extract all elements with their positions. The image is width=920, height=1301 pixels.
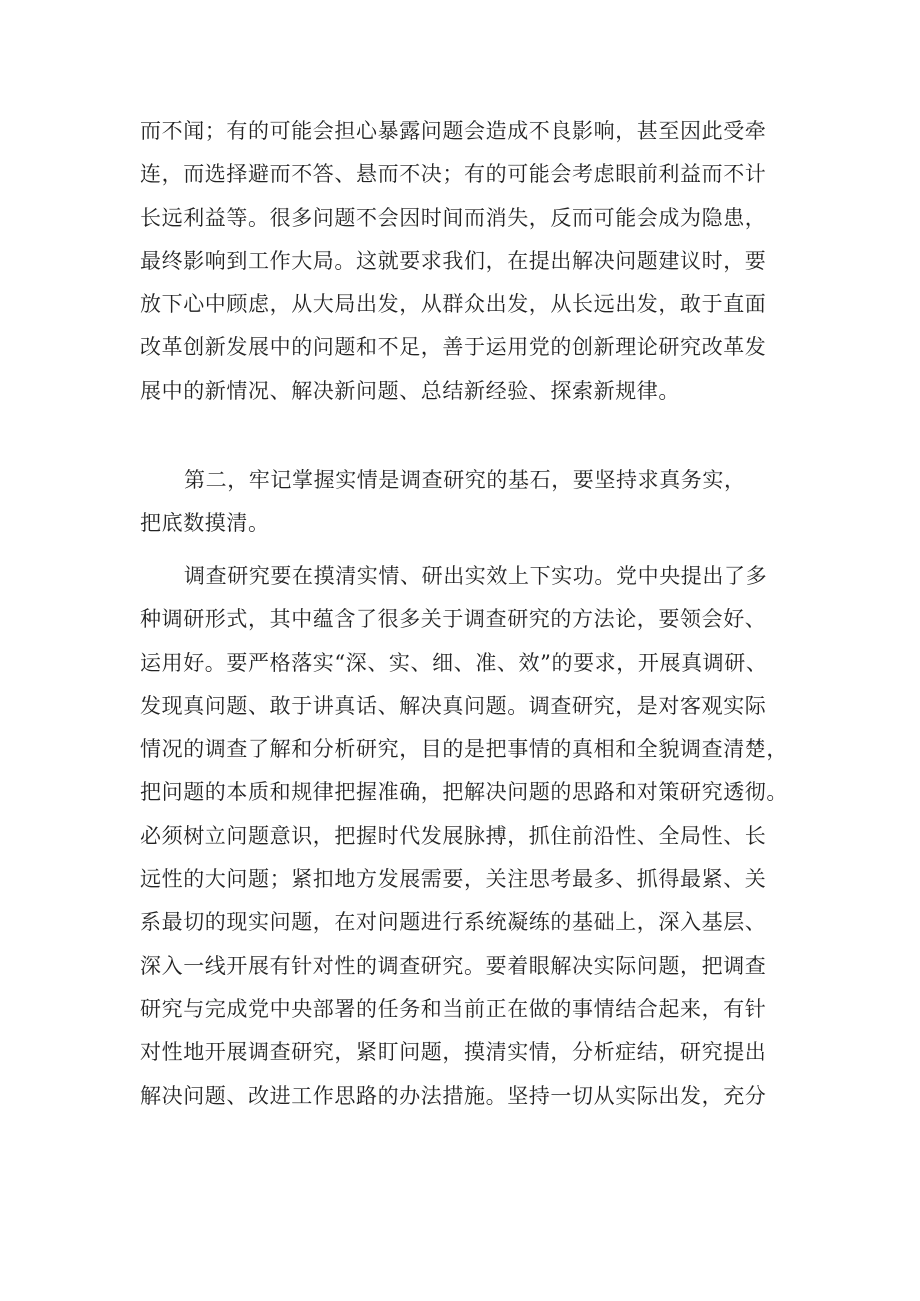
text-line: 种调研形式，其中蕴含了很多关于调查研究的方法论，要领会好、 bbox=[140, 607, 767, 632]
text-line: 把问题的本质和规律把握准确，把解决问题的思路和对策研究透彻。 bbox=[140, 780, 788, 805]
body-paragraph bbox=[140, 555, 800, 1118]
text-line: 运用好。要严格落实“深、实、细、准、效”的要求，开展真调研、 bbox=[140, 650, 768, 675]
text-line: 发现真问题、敢于讲真话、解决真问题。调查研究，是对客观实际 bbox=[140, 693, 767, 718]
text-line: 情况的调查了解和分析研究，目的是把事情的真相和全貌调查清楚， bbox=[140, 737, 788, 762]
section-heading-paragraph bbox=[140, 459, 800, 546]
text-line: 深入一线开展有针对性的调查研究。要着眼解决实际问题，把调查 bbox=[140, 953, 767, 978]
paragraph-continuation bbox=[140, 110, 800, 413]
text-line: 必须树立问题意识，把握时代发展脉搏，抓住前沿性、全局性、长 bbox=[140, 823, 767, 848]
text-line: 解决问题、改进工作思路的办法措施。坚持一切从实际出发，充分 bbox=[140, 1083, 767, 1108]
text-line: 把底数摸清。 bbox=[140, 511, 270, 536]
text-line: 系最切的现实问题，在对问题进行系统凝练的基础上，深入基层、 bbox=[140, 910, 767, 935]
text-line: 改革创新发展中的问题和不足，善于运用党的创新理论研究改革发 bbox=[140, 335, 767, 360]
text-line: 连，而选择避而不答、悬而不决；有的可能会考虑眼前利益而不计 bbox=[140, 162, 767, 187]
text-line: 调查研究要在摸清实情、研出实效上下实功。党中央提出了多 bbox=[184, 564, 768, 588]
text-line: 研究与完成党中央部署的任务和当前正在做的事情结合起来，有针 bbox=[140, 996, 767, 1021]
text-line: 放下心中顾虑，从大局出发，从群众出发，从长远出发，敢于直面 bbox=[140, 292, 767, 317]
text-line: 长远利益等。很多问题不会因时间而消失，反而可能会成为隐患， bbox=[140, 205, 767, 230]
text-line: 对性地开展调查研究，紧盯问题，摸清实情，分析症结，研究提出 bbox=[140, 1040, 767, 1065]
text-line: 第二，牢记掌握实情是调查研究的基石，要坚持求真务实， bbox=[184, 468, 746, 492]
text-line: 展中的新情况、解决新问题、总结新经验、探索新规律。 bbox=[140, 378, 680, 403]
text-line: 而不闻；有的可能会担心暴露问题会造成不良影响，甚至因此受牵 bbox=[140, 119, 767, 143]
text-line: 远性的大问题；紧扣地方发展需要，关注思考最多、抓得最紧、关 bbox=[140, 867, 767, 892]
text-line: 最终影响到工作大局。这就要求我们，在提出解决问题建议时，要 bbox=[140, 248, 767, 273]
